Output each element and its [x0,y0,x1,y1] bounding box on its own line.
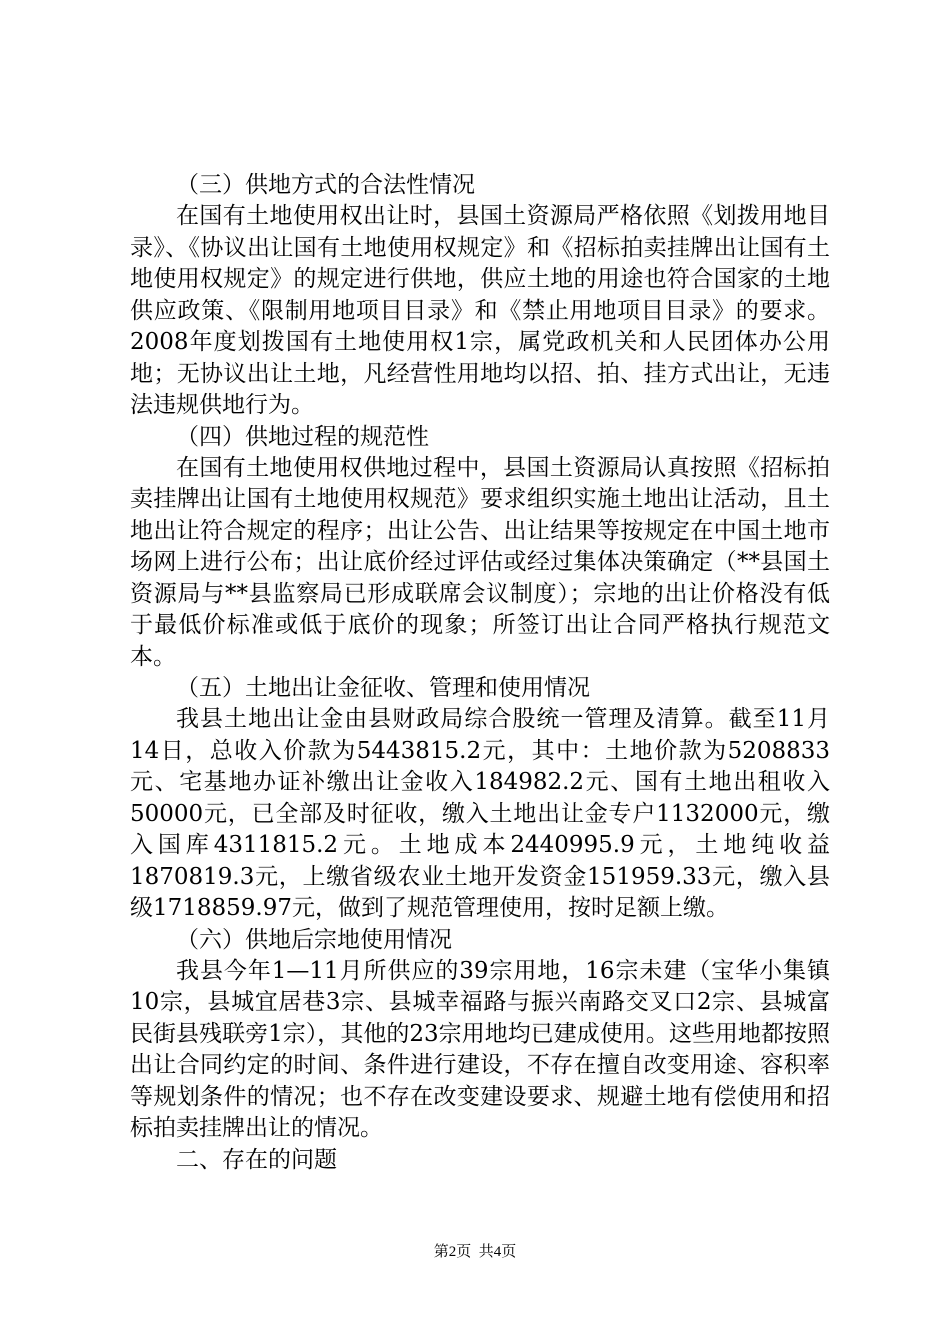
section-heading-4: （四）供地过程的规范性 [176,423,429,450]
page-footer [0,1240,950,1261]
section-paragraph-6: 我县今年1—11月所供应的39宗用地，16宗未建（宝华小集镇10宗，县城宜居巷3宗、县城幸福路与振兴南路交叉口2宗、县城富民街县残联旁1宗），其他的23宗用地均已建成使用。这些用地都按照出让合同约定的时间、条件进行建设，不存在擅自改变用途、容积率等规划条件的情况；也不存在改变建设要求、规避土地有偿使用和招标拍卖挂牌出让的情况。 [130,957,830,1141]
section-paragraph-3: 在国有土地使用权出让时，县国土资源局严格依照《划拨用地目录》、《协议出让国有土地使用权规定》和《招标拍卖挂牌出让国有土地使用权规定》的规定进行供地，供应土地的用途也符合国家的土地供应政策、《限制用地项目目录》和《禁止用地项目目录》的要求。2008年度划拨国有土地使用权1宗，属党政机关和人民团体办公用地；无协议出让土地，凡经营性用地均以招、拍、挂方式出让，无违法违规供地行为。 [130,203,830,418]
section-paragraph-4: 在国有土地使用权供地过程中，县国土资源局认真按照《招标拍卖挂牌出让国有土地使用权规范》要求组织实施土地出让活动，且土地出让符合规定的程序；出让公告、出让结果等按规定在中国土地市场网上进行公布；出让底价经过评估或经过集体决策确定（**县国土资源局与**县监察局已形成联席会议制度）；宗地的出让价格没有低于最低价标准或低于底价的现象；所签订出让合同严格执行规范文本。 [130,454,830,670]
section-heading-5: （五）土地出让金征收、管理和使用情况 [176,675,590,701]
closing-heading: 二、存在的问题 [176,1146,337,1173]
section-paragraph-5: 我县土地出让金由县财政局综合股统一管理及清算。截至11月14日，总收入价款为5443815.2元，其中：土地价款为5208833元、宅基地办证补缴出让金收入184982.2元、国有土地出租收入50000元，已全部及时征收，缴入土地出让金专户1132000元，缴入国库4311815.2元。土地成本2440995.9元，土地纯收益1870819.3元，上缴省级农业土地开发资金151959.33元，缴入县级1718859.97元，做到了规范管理使用，按时足额上缴。 [130,706,830,921]
section-heading-3: （三）供地方式的合法性情况 [176,172,475,198]
section-heading-6: （六）供地后宗地使用情况 [176,926,452,953]
document-body [130,170,830,1176]
page-number-label: 第2页 共4页 [433,1244,517,1260]
